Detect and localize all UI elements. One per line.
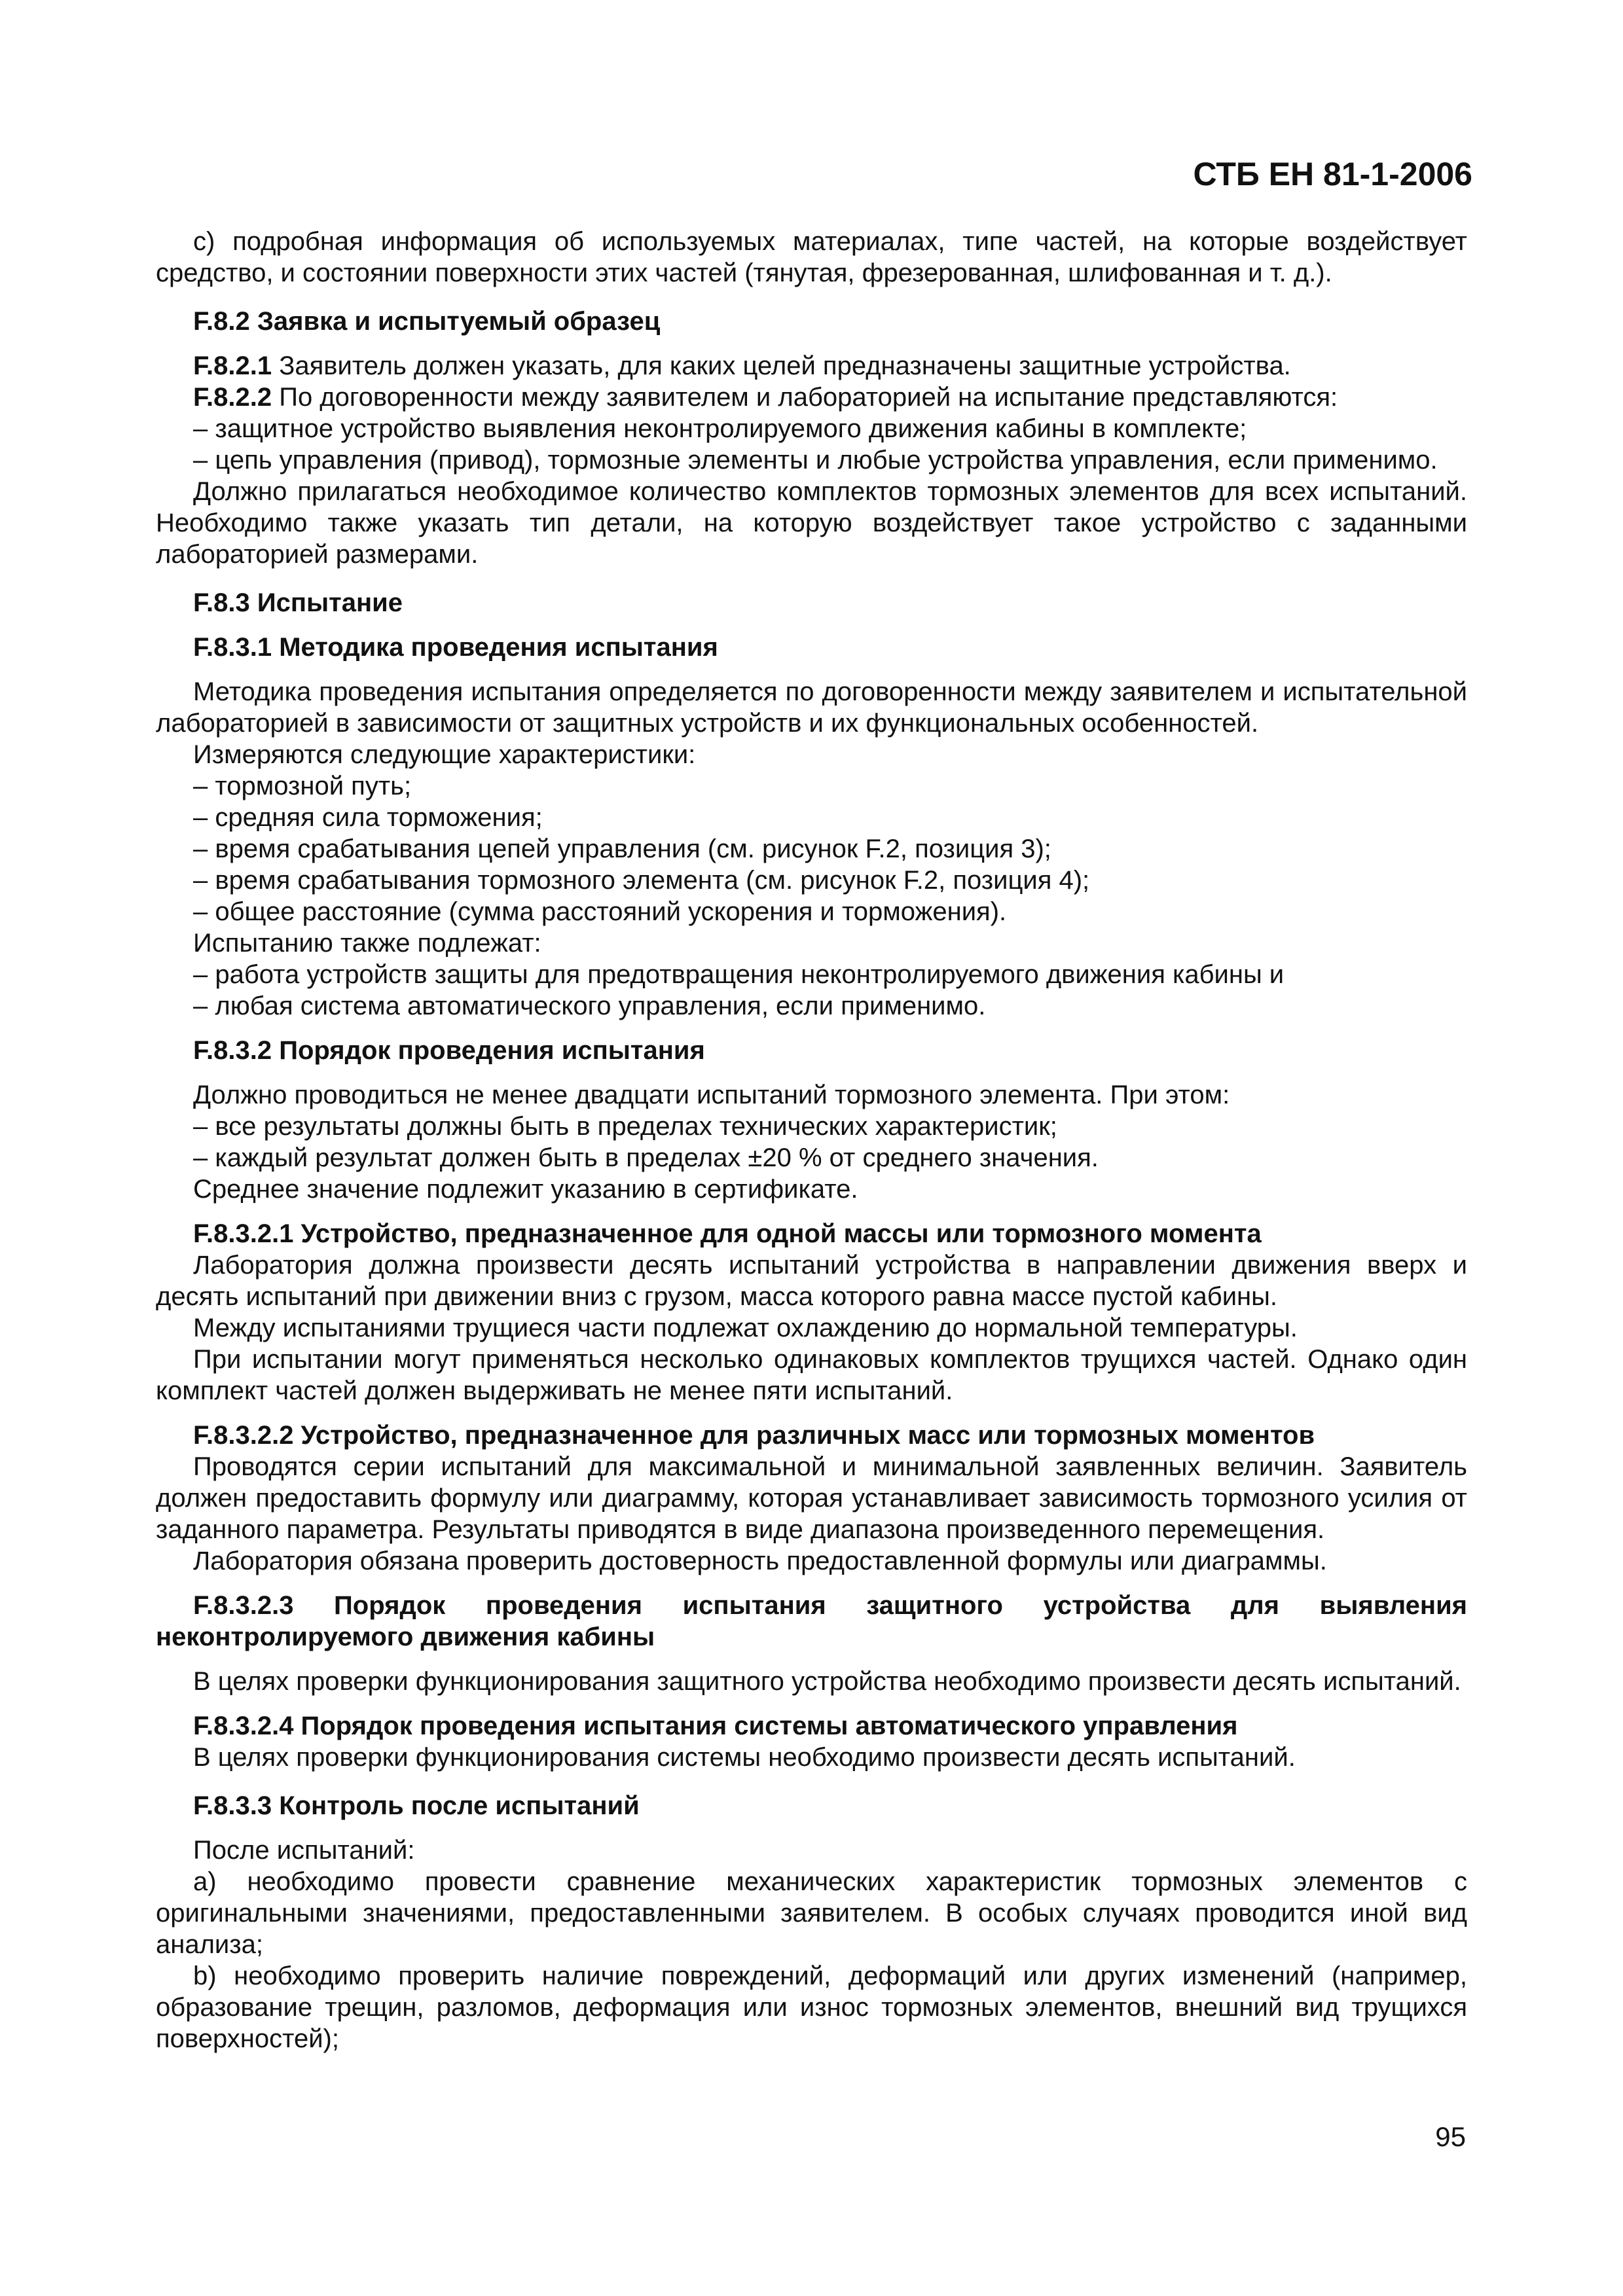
- paragraph: Должно прилагаться необходимое количество комплектов тормозных элементов для всех испытаний. Необходимо также указать тип детали, на которую воздействует такое устройство с заданными лабораторией размерами.: [156, 477, 1467, 569]
- list-item: – время срабатывания цепей управления (см. рисунок F.2, позиция 3);: [193, 834, 1051, 863]
- list-item: b) необходимо проверить наличие повреждений, деформаций или других изменений (например, образование трещин, разломов, деформация или износ тормозных элементов, внешний вид трущихся поверхностей);: [156, 1962, 1467, 2053]
- paragraph: Среднее значение подлежит указанию в сертификате.: [193, 1175, 858, 1204]
- heading-f-8-3-3: F.8.3.3 Контроль после испытаний: [193, 1791, 640, 1820]
- heading-f-8-2: F.8.2 Заявка и испытуемый образец: [193, 307, 661, 336]
- list-item: – общее расстояние (сумма расстояний ускорения и торможения).: [193, 897, 1007, 926]
- heading-f-8-3-2-1: F.8.3.2.1 Устройство, предназначенное для одной массы или тормозного момента: [193, 1219, 1262, 1248]
- heading-f-8-3-1: F.8.3.1 Методика проведения испытания: [193, 633, 718, 662]
- paragraph: В целях проверки функционирования системы необходимо произвести десять испытаний.: [193, 1743, 1296, 1772]
- paragraph: Методика проведения испытания определяется по договоренности между заявителем и испытательной лабораторией в зависимости от защитных устройств и их функциональных особенностей.: [156, 677, 1467, 738]
- clause-f-8-2-2: [156, 382, 1467, 413]
- paragraph: При испытании могут применяться несколько одинаковых комплектов трущихся частей. Однако один комплект частей должен выдерживать не менее пяти испытаний.: [156, 1345, 1467, 1405]
- paragraph: В целях проверки функционирования защитного устройства необходимо произвести десять испытаний.: [193, 1667, 1461, 1696]
- list-item: – средняя сила торможения;: [193, 803, 543, 832]
- paragraph: Проводятся серии испытаний для максимальной и минимальной заявленных величин. Заявитель должен предоставить формулу или диаграмму, которая устанавливает зависимость тормозного усилия от заданного параметра. Результаты приводятся в виде диапазона произведенного перемещения.: [156, 1452, 1467, 1544]
- heading-f-8-3-2-4: F.8.3.2.4 Порядок проведения испытания системы автоматического управления: [193, 1712, 1238, 1740]
- list-item: – цепь управления (привод), тормозные элементы и любые устройства управления, если применимо.: [193, 446, 1438, 475]
- list-item: – любая система автоматического управления, если применимо.: [193, 992, 986, 1020]
- paragraph: Между испытаниями трущиеся части подлежат охлаждению до нормальной температуры.: [193, 1314, 1298, 1342]
- paragraph: Испытанию также подлежат:: [193, 929, 541, 958]
- paragraph: Лаборатория должна произвести десять испытаний устройства в направлении движения вверх и десять испытаний при движении вниз с грузом, масса которого равна массе пустой кабины.: [156, 1251, 1467, 1311]
- page-number: 95: [1435, 2121, 1466, 2152]
- page-body: [156, 226, 1467, 2054]
- heading-f-8-3-2-3: F.8.3.2.3 Порядок проведения испытания защитного устройства для выявления неконтролируемого движения кабины: [156, 1591, 1467, 1651]
- list-item: – время срабатывания тормозного элемента (см. рисунок F.2, позиция 4);: [193, 866, 1090, 895]
- list-item: – защитное устройство выявления неконтролируемого движения кабины в комплекте;: [193, 414, 1247, 443]
- heading-f-8-3-2-2: F.8.3.2.2 Устройство, предназначенное для различных масс или тормозных моментов: [193, 1421, 1315, 1450]
- heading-f-8-3: F.8.3 Испытание: [193, 588, 403, 617]
- paragraph: Лаборатория обязана проверить достоверность предоставленной формулы или диаграммы.: [193, 1547, 1327, 1575]
- paragraph: После испытаний:: [193, 1836, 415, 1865]
- paragraph: Измеряются следующие характеристики:: [193, 740, 696, 769]
- clause-text: По договоренности между заявителем и лабораторией на испытание представляются:: [272, 383, 1338, 412]
- list-item: – работа устройств защиты для предотвращения неконтролируемого движения кабины и: [193, 960, 1285, 989]
- list-item: a) необходимо провести сравнение механических характеристик тормозных элементов с оригинальными значениями, предоставленными заявителем. В особых случаях проводится иной вид анализа;: [156, 1867, 1467, 1959]
- list-item: – все результаты должны быть в пределах технических характеристик;: [193, 1112, 1057, 1141]
- paragraph: Должно проводиться не менее двадцати испытаний тормозного элемента. При этом:: [193, 1081, 1230, 1109]
- clause-number: F.8.2.2: [193, 383, 272, 412]
- clause-f-8-2-1: [156, 350, 1467, 382]
- list-item: – каждый результат должен быть в пределах ±20 % от среднего значения.: [193, 1143, 1099, 1172]
- clause-text: Заявитель должен указать, для каких целей предназначены защитные устройства.: [272, 351, 1291, 380]
- list-item: – тормозной путь;: [193, 772, 412, 800]
- paragraph-c: c) подробная информация об используемых материалах, типе частей, на которые воздействует средство, и состоянии поверхности этих частей (тянутая, фрезерованная, шлифованная и т. д.).: [156, 227, 1467, 287]
- heading-f-8-3-2: F.8.3.2 Порядок проведения испытания: [193, 1036, 705, 1065]
- clause-number: F.8.2.1: [193, 351, 272, 380]
- document-code: СТБ ЕН 81-1-2006: [1193, 156, 1472, 192]
